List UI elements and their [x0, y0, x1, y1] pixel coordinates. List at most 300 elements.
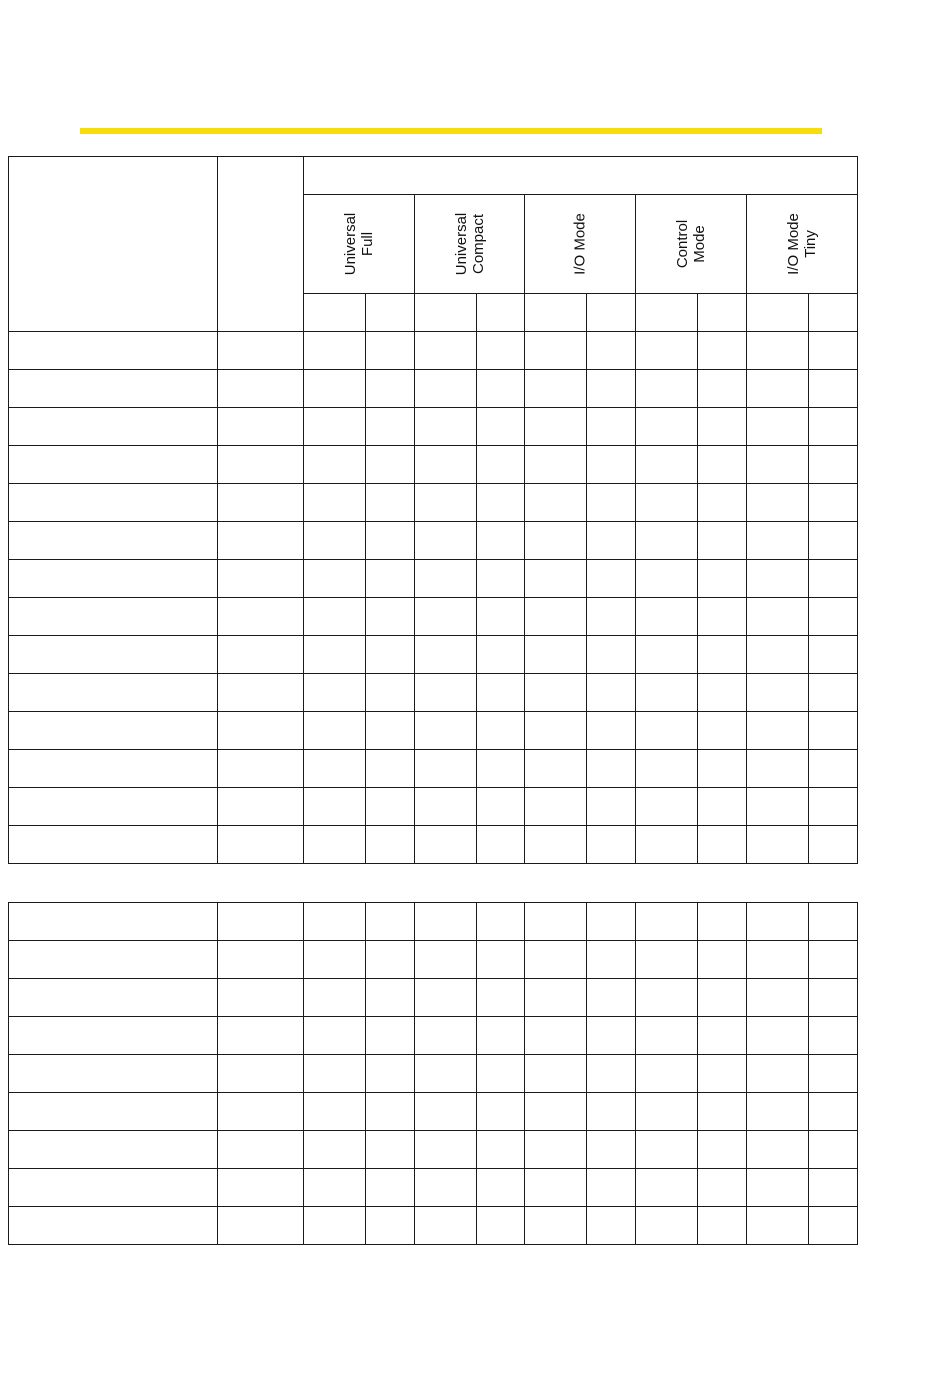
top-data-cell — [635, 749, 697, 787]
bottom-data-cell — [746, 1016, 808, 1054]
top-data-cell — [697, 749, 746, 787]
top-data-cell — [303, 711, 365, 749]
top-data-cell — [635, 407, 697, 445]
bottom-data-cell — [586, 1206, 635, 1244]
top-data-cell — [746, 521, 808, 559]
bottom-row-value — [217, 1092, 303, 1130]
bottom-data-cell — [697, 978, 746, 1016]
top-data-cell — [746, 331, 808, 369]
bottom-data-cell — [365, 1016, 414, 1054]
bottom-row-name — [8, 1206, 217, 1244]
top-row-name — [8, 597, 217, 635]
top-data-cell — [303, 635, 365, 673]
top-data-cell — [476, 445, 524, 483]
top-data-cell — [746, 711, 808, 749]
bottom-row-name — [8, 1054, 217, 1092]
top-data-cell — [635, 445, 697, 483]
top-data-cell — [586, 445, 635, 483]
bottom-data-cell — [476, 902, 524, 940]
top-data-cell — [414, 635, 476, 673]
top-data-cell — [697, 673, 746, 711]
bottom-data-cell — [476, 1054, 524, 1092]
top-row-name — [8, 749, 217, 787]
top-data-cell — [635, 673, 697, 711]
top-data-cell — [365, 787, 414, 825]
top-data-cell — [697, 825, 746, 863]
bottom-row-value — [217, 1054, 303, 1092]
top-row-value — [217, 483, 303, 521]
bottom-data-cell — [476, 978, 524, 1016]
top-data-cell — [635, 597, 697, 635]
bottom-data-cell — [586, 902, 635, 940]
top-data-cell — [697, 445, 746, 483]
bottom-data-cell — [303, 978, 365, 1016]
top-data-cell — [808, 521, 857, 559]
bottom-data-cell — [746, 1168, 808, 1206]
bottom-data-cell — [524, 1130, 586, 1168]
bottom-row-value — [217, 978, 303, 1016]
bottom-data-cell — [635, 1054, 697, 1092]
top-row-name — [8, 673, 217, 711]
bottom-data-cell — [635, 1168, 697, 1206]
top-row-name — [8, 787, 217, 825]
bottom-row-value — [217, 1130, 303, 1168]
top-data-cell — [746, 787, 808, 825]
top-data-cell — [476, 711, 524, 749]
top-data-cell — [635, 331, 697, 369]
top-data-cell — [808, 483, 857, 521]
mode-header-label: Universal Full — [342, 212, 376, 276]
bottom-row-value — [217, 1168, 303, 1206]
top-data-cell — [746, 749, 808, 787]
top-data-cell — [808, 597, 857, 635]
top-data-cell — [476, 521, 524, 559]
bottom-data-cell — [476, 940, 524, 978]
top-data-cell — [303, 331, 365, 369]
top-data-cell — [746, 635, 808, 673]
bottom-data-cell — [476, 1092, 524, 1130]
bottom-data-cell — [303, 1054, 365, 1092]
bottom-data-cell — [808, 902, 857, 940]
bottom-data-cell — [808, 1016, 857, 1054]
bottom-data-cell — [524, 1168, 586, 1206]
top-data-cell — [365, 407, 414, 445]
bottom-data-cell — [635, 1016, 697, 1054]
top-row-name — [8, 483, 217, 521]
bottom-data-cell — [697, 1092, 746, 1130]
top-row-value — [217, 749, 303, 787]
top-data-cell — [365, 673, 414, 711]
top-data-cell — [635, 635, 697, 673]
mode-subheader-cell — [635, 293, 697, 331]
top-data-cell — [746, 369, 808, 407]
top-data-cell — [365, 445, 414, 483]
bottom-data-cell — [697, 1130, 746, 1168]
top-data-cell — [697, 635, 746, 673]
top-data-cell — [414, 521, 476, 559]
top-data-cell — [414, 331, 476, 369]
bottom-data-cell — [524, 902, 586, 940]
top-data-cell — [808, 825, 857, 863]
top-data-cell — [303, 483, 365, 521]
bottom-data-cell — [808, 940, 857, 978]
bottom-data-cell — [303, 1168, 365, 1206]
top-data-cell — [635, 559, 697, 597]
mode-subheader-cell — [476, 293, 524, 331]
top-data-cell — [303, 825, 365, 863]
top-data-cell — [476, 407, 524, 445]
top-data-cell — [808, 673, 857, 711]
top-data-cell — [746, 559, 808, 597]
top-data-cell — [635, 483, 697, 521]
bottom-data-cell — [635, 940, 697, 978]
top-row-value — [217, 673, 303, 711]
top-data-cell — [697, 559, 746, 597]
bottom-data-cell — [697, 1054, 746, 1092]
bottom-data-cell — [365, 1130, 414, 1168]
top-data-cell — [524, 635, 586, 673]
top-row-value — [217, 711, 303, 749]
top-data-cell — [586, 331, 635, 369]
mode-subheader-cell — [746, 293, 808, 331]
top-data-cell — [365, 559, 414, 597]
bottom-data-cell — [303, 1130, 365, 1168]
bottom-data-cell — [697, 1168, 746, 1206]
bottom-data-cell — [746, 1206, 808, 1244]
bottom-data-cell — [746, 902, 808, 940]
bottom-data-cell — [476, 1206, 524, 1244]
top-data-cell — [414, 749, 476, 787]
bottom-data-cell — [365, 1092, 414, 1130]
top-data-cell — [586, 749, 635, 787]
bottom-row-name — [8, 1168, 217, 1206]
top-data-cell — [414, 711, 476, 749]
top-data-cell — [303, 673, 365, 711]
bottom-data-cell — [746, 1092, 808, 1130]
top-row-value — [217, 559, 303, 597]
top-data-cell — [808, 749, 857, 787]
bottom-data-cell — [586, 940, 635, 978]
bottom-data-cell — [808, 1168, 857, 1206]
top-data-cell — [476, 825, 524, 863]
top-data-cell — [586, 673, 635, 711]
top-data-cell — [476, 597, 524, 635]
top-data-cell — [808, 559, 857, 597]
top-data-cell — [524, 825, 586, 863]
top-data-cell — [414, 445, 476, 483]
top-data-cell — [476, 483, 524, 521]
bottom-data-cell — [586, 1054, 635, 1092]
bottom-data-cell — [635, 902, 697, 940]
top-data-cell — [414, 407, 476, 445]
bottom-data-cell — [414, 1130, 476, 1168]
bottom-row-name — [8, 1130, 217, 1168]
top-data-cell — [414, 483, 476, 521]
top-data-cell — [586, 597, 635, 635]
bottom-data-cell — [635, 1092, 697, 1130]
top-data-cell — [746, 445, 808, 483]
mode-header-3 — [524, 194, 635, 293]
bottom-data-cell — [586, 978, 635, 1016]
bottom-data-cell — [476, 1016, 524, 1054]
top-row-value — [217, 407, 303, 445]
top-data-cell — [303, 559, 365, 597]
bottom-row-name — [8, 940, 217, 978]
bottom-data-cell — [365, 1168, 414, 1206]
top-data-cell — [365, 483, 414, 521]
top-data-cell — [365, 749, 414, 787]
top-data-cell — [303, 521, 365, 559]
top-data-cell — [697, 369, 746, 407]
bottom-data-cell — [586, 1092, 635, 1130]
bottom-data-cell — [414, 940, 476, 978]
bottom-data-cell — [586, 1130, 635, 1168]
top-data-cell — [524, 787, 586, 825]
top-data-cell — [697, 407, 746, 445]
top-data-cell — [303, 749, 365, 787]
bottom-data-cell — [697, 902, 746, 940]
bottom-data-cell — [414, 978, 476, 1016]
top-data-cell — [808, 369, 857, 407]
top-data-cell — [746, 825, 808, 863]
top-data-cell — [635, 787, 697, 825]
bottom-data-cell — [697, 940, 746, 978]
top-data-cell — [697, 597, 746, 635]
bottom-data-cell — [808, 978, 857, 1016]
top-data-cell — [586, 635, 635, 673]
top-data-cell — [524, 559, 586, 597]
top-row-value — [217, 597, 303, 635]
header-name-cell — [8, 156, 217, 331]
header-rule — [80, 128, 822, 134]
top-data-cell — [697, 787, 746, 825]
top-data-cell — [746, 483, 808, 521]
mode-subheader-cell — [414, 293, 476, 331]
top-data-cell — [524, 445, 586, 483]
top-data-cell — [365, 597, 414, 635]
top-data-cell — [365, 825, 414, 863]
top-data-cell — [586, 787, 635, 825]
bottom-data-cell — [524, 1092, 586, 1130]
bottom-data-cell — [524, 1016, 586, 1054]
mode-subheader-cell — [586, 293, 635, 331]
top-data-cell — [524, 711, 586, 749]
bottom-data-cell — [808, 1054, 857, 1092]
mode-header-label: Universal Compact — [452, 212, 487, 276]
top-row-value — [217, 369, 303, 407]
bottom-data-cell — [303, 902, 365, 940]
bottom-data-cell — [746, 1054, 808, 1092]
top-data-cell — [586, 825, 635, 863]
mode-header-label: I/O Mode — [571, 213, 589, 275]
top-data-cell — [586, 559, 635, 597]
mode-subheader-cell — [808, 293, 857, 331]
bottom-data-cell — [697, 1206, 746, 1244]
top-data-cell — [524, 597, 586, 635]
top-data-cell — [414, 369, 476, 407]
bottom-data-cell — [414, 1206, 476, 1244]
top-data-cell — [746, 673, 808, 711]
top-row-name — [8, 825, 217, 863]
top-data-cell — [476, 787, 524, 825]
mode-subheader-cell — [303, 293, 365, 331]
top-data-cell — [586, 483, 635, 521]
top-data-cell — [365, 521, 414, 559]
top-data-cell — [808, 445, 857, 483]
top-row-name — [8, 331, 217, 369]
top-row-name — [8, 521, 217, 559]
top-data-cell — [808, 711, 857, 749]
top-data-cell — [697, 521, 746, 559]
top-data-cell — [414, 673, 476, 711]
bottom-row-value — [217, 940, 303, 978]
top-data-cell — [303, 407, 365, 445]
bottom-data-cell — [414, 1054, 476, 1092]
bottom-data-cell — [808, 1206, 857, 1244]
header-group-cell — [303, 156, 857, 194]
bottom-data-cell — [524, 1206, 586, 1244]
mode-header-1 — [303, 194, 414, 293]
bottom-data-cell — [808, 1130, 857, 1168]
top-row-value — [217, 825, 303, 863]
bottom-row-name — [8, 902, 217, 940]
top-data-cell — [697, 711, 746, 749]
mode-header-2 — [414, 194, 524, 293]
top-data-cell — [303, 787, 365, 825]
top-data-cell — [414, 787, 476, 825]
top-data-cell — [524, 749, 586, 787]
bottom-data-cell — [808, 1092, 857, 1130]
top-data-cell — [808, 787, 857, 825]
bottom-data-cell — [586, 1168, 635, 1206]
top-data-cell — [476, 369, 524, 407]
top-row-name — [8, 445, 217, 483]
mode-header-label: I/O Mode Tiny — [785, 213, 819, 275]
bottom-row-value — [217, 902, 303, 940]
top-data-cell — [476, 749, 524, 787]
top-data-cell — [524, 369, 586, 407]
bottom-data-cell — [746, 1130, 808, 1168]
mode-header-label: Control Mode — [674, 219, 708, 269]
top-data-cell — [746, 407, 808, 445]
top-data-cell — [586, 711, 635, 749]
top-data-cell — [635, 711, 697, 749]
top-row-value — [217, 331, 303, 369]
bottom-data-cell — [476, 1130, 524, 1168]
bottom-data-cell — [414, 1168, 476, 1206]
bottom-row-name — [8, 1092, 217, 1130]
bottom-data-cell — [365, 940, 414, 978]
top-row-value — [217, 635, 303, 673]
top-data-cell — [303, 445, 365, 483]
header-value-cell — [217, 156, 303, 331]
bottom-data-cell — [586, 1016, 635, 1054]
top-row-value — [217, 521, 303, 559]
top-data-cell — [697, 483, 746, 521]
bottom-data-cell — [414, 1092, 476, 1130]
bottom-data-cell — [414, 1016, 476, 1054]
top-data-cell — [365, 331, 414, 369]
top-data-cell — [524, 521, 586, 559]
top-data-cell — [586, 407, 635, 445]
top-data-cell — [524, 331, 586, 369]
bottom-data-cell — [476, 1168, 524, 1206]
bottom-data-cell — [365, 1206, 414, 1244]
top-data-cell — [414, 597, 476, 635]
bottom-data-cell — [303, 1092, 365, 1130]
bottom-data-cell — [697, 1016, 746, 1054]
bottom-data-cell — [635, 978, 697, 1016]
bottom-data-cell — [746, 940, 808, 978]
bottom-data-cell — [303, 1206, 365, 1244]
bottom-data-cell — [524, 940, 586, 978]
top-data-cell — [746, 597, 808, 635]
top-data-cell — [414, 559, 476, 597]
bottom-data-cell — [635, 1130, 697, 1168]
bottom-data-cell — [524, 1054, 586, 1092]
top-data-cell — [524, 673, 586, 711]
top-data-cell — [476, 673, 524, 711]
top-data-cell — [476, 331, 524, 369]
top-data-cell — [635, 521, 697, 559]
top-data-cell — [808, 407, 857, 445]
mode-subheader-cell — [524, 293, 586, 331]
bottom-row-value — [217, 1206, 303, 1244]
bottom-row-value — [217, 1016, 303, 1054]
bottom-data-cell — [365, 978, 414, 1016]
bottom-data-cell — [414, 902, 476, 940]
top-row-value — [217, 445, 303, 483]
mode-header-4 — [635, 194, 746, 293]
bottom-data-cell — [365, 902, 414, 940]
bottom-data-cell — [746, 978, 808, 1016]
top-data-cell — [303, 369, 365, 407]
bottom-data-cell — [635, 1206, 697, 1244]
top-data-cell — [586, 521, 635, 559]
top-data-cell — [365, 711, 414, 749]
top-row-name — [8, 711, 217, 749]
bottom-data-cell — [303, 940, 365, 978]
top-data-cell — [365, 369, 414, 407]
top-row-value — [217, 787, 303, 825]
top-data-cell — [303, 597, 365, 635]
top-data-cell — [635, 825, 697, 863]
mode-subheader-cell — [697, 293, 746, 331]
top-data-cell — [635, 369, 697, 407]
top-data-cell — [808, 635, 857, 673]
bottom-row-name — [8, 1016, 217, 1054]
top-data-cell — [476, 635, 524, 673]
mode-header-5 — [746, 194, 857, 293]
bottom-data-cell — [303, 1016, 365, 1054]
top-data-cell — [476, 559, 524, 597]
bottom-data-cell — [365, 1054, 414, 1092]
bottom-data-cell — [524, 978, 586, 1016]
top-data-cell — [365, 635, 414, 673]
top-row-name — [8, 635, 217, 673]
top-data-cell — [524, 483, 586, 521]
top-row-name — [8, 369, 217, 407]
top-row-name — [8, 407, 217, 445]
bottom-row-name — [8, 978, 217, 1016]
mode-subheader-cell — [365, 293, 414, 331]
top-row-name — [8, 559, 217, 597]
top-data-cell — [808, 331, 857, 369]
top-data-cell — [697, 331, 746, 369]
top-data-cell — [524, 407, 586, 445]
top-data-cell — [586, 369, 635, 407]
top-data-cell — [414, 825, 476, 863]
